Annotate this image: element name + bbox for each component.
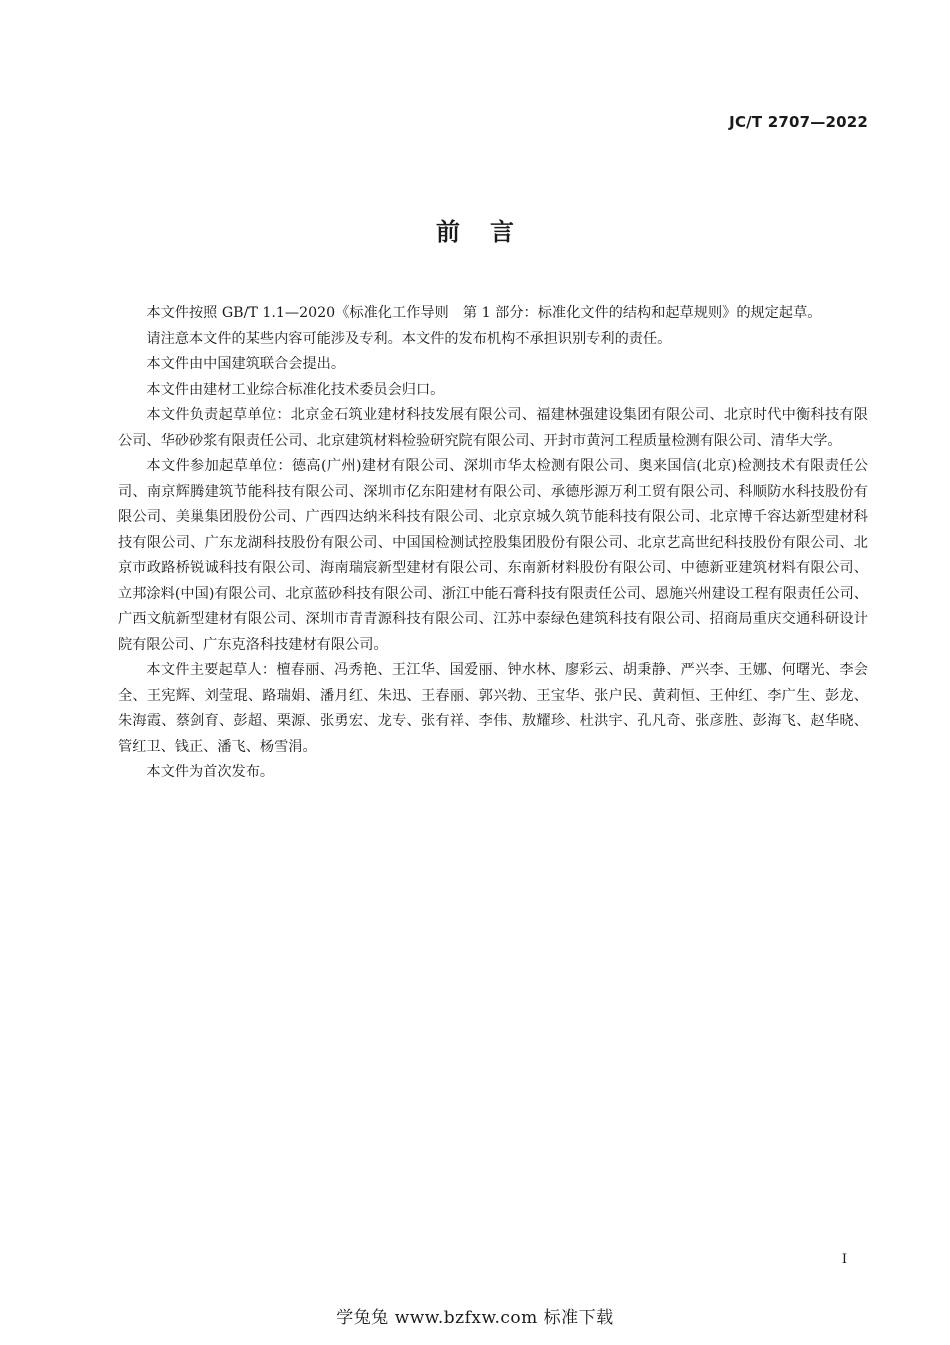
paragraph-proposer: 本文件由中国建筑联合会提出。 (146, 356, 346, 372)
footer-watermark: 学兔兔 www.bzfxw.com 标准下载 (336, 1308, 614, 1328)
paragraph-main-drafters: 本文件主要起草人：檀春丽、冯秀艳、王江华、国爱丽、钟水林、廖彩云、胡秉静、严兴李、王娜、何曙光、李会全、王宪辉、刘莹琨、路瑞娟、潘月红、朱迅、王春丽、郭兴勃、王宝华、张户民、黄莉恒、王仲红、李广生、彭龙、朱海霞、蔡剑育、彭超、栗源、张勇宏、龙专、张有祥、李伟、敖耀珍、杜洪宇、孔凡奇、张彦胜、彭海飞、赵华晓、管红卫、钱正、潘飞、杨雪涓。 (118, 662, 868, 755)
paragraph-patent-notice: 请注意本文件的某些内容可能涉及专利。本文件的发布机构不承担识别专利的责任。 (146, 330, 672, 347)
document-code: JC/T 2707—2022 (729, 113, 868, 131)
paragraph-drafting-rules: 本文件按照 GB/T 1.1—2020《标准化工作导则 第 1 部分：标准化文件的结构和起草规则》的规定起草。 (146, 305, 822, 321)
paragraph-participating-units: 本文件参加起草单位：德高(广州)建材有限公司、深圳市华太检测有限公司、奥来国信(北京)检测技术有限责任公司、南京辉腾建筑节能科技有限公司、深圳市亿东阳建材有限公司、承德彤源万利工贸有限公司、科顺防水科技股份有限公司、美巢集团股份公司、广西四达纳米科技有限公司、北京京城久筑节能科技有限公司、北京博千容达新型建材科技有限公司、广东龙湖科技股份有限公司、中国国检测试控股集团股份有限公司、北京艺高世纪科技股份有限公司、北京市政路桥锐诚科技有限公司、海南瑞宸新型建材有限公司、东南新材料股份有限公司、中德新亚建筑材料有限公司、立邦涂料(中国)有限公司、北京蓝砂科技有限公司、浙江中能石膏科技有限责任公司、恩施兴州建设工程有限责任公司、广西文航新型建材有限公司、深圳市青青源科技有限公司、江苏中泰绿色建筑科技有限公司、招商局重庆交通科研设计院有限公司、广东克洛科技建材有限公司。 (118, 458, 868, 653)
paragraph-lead-drafting-units: 本文件负责起草单位：北京金石筑业建材科技发展有限公司、福建林强建设集团有限公司、北京时代中衡科技有限公司、华砂砂浆有限责任公司、北京建筑材料检验研究院有限公司、开封市黄河工程质量检测有限公司、清华大学。 (118, 407, 868, 449)
paragraph-centralized-management: 本文件由建材工业综合标准化技术委员会归口。 (146, 381, 445, 398)
page-number: I (841, 1252, 847, 1267)
foreword-body (118, 301, 868, 786)
page-title: 前言 (436, 218, 544, 246)
paragraph-first-release: 本文件为首次发布。 (146, 764, 275, 780)
